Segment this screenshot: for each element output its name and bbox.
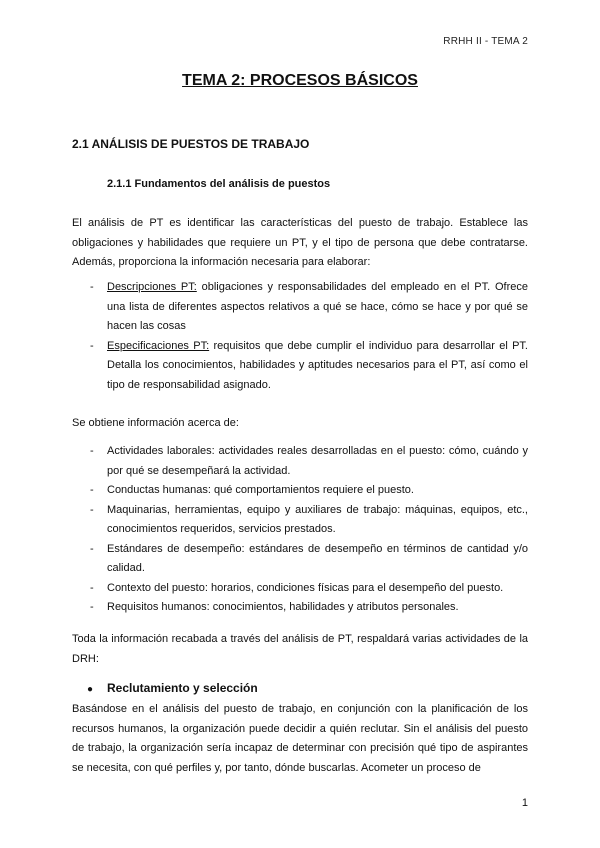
item-text: Estándares de desempeño: estándares de desempeño en términos de cantidad y/o calidad. <box>107 542 528 574</box>
list-item <box>72 481 528 501</box>
bullet-icon: ● <box>87 684 94 695</box>
section-heading: 2.1 ANÁLISIS DE PUESTOS DE TRABAJO <box>72 137 310 151</box>
dash-marker: - <box>90 281 94 293</box>
dash-marker: - <box>90 339 94 352</box>
reclutamiento-heading <box>87 681 258 695</box>
list-item <box>72 278 528 337</box>
item-text: requisitos que debe cumplir el individuo para desarrollar el PT. Detalla los conocimientos, habilidades y aptitudes necesarios para el PT, así como el tipo de responsabilidad asignado. <box>107 339 528 391</box>
page-title: TEMA 2: PROCESOS BÁSICOS <box>182 72 418 89</box>
list-item <box>72 598 528 618</box>
item-text: Conductas humanas: qué comportamientos requiere el puesto. <box>107 484 414 496</box>
subsection-heading: 2.1.1 Fundamentos del análisis de puestos <box>107 178 331 190</box>
running-header: RRHH II - TEMA 2 <box>443 36 528 47</box>
dash-marker: - <box>90 581 94 594</box>
item-text: Maquinarias, herramientas, equipo y auxiliares de trabajo: máquinas, equipos, etc., conocimientos requeridos, servicios prestados. <box>107 503 528 535</box>
dash-marker: - <box>90 445 94 457</box>
item-text: Contexto del puesto: horarios, condiciones físicas para el desempeño del puesto. <box>107 581 504 594</box>
list-item <box>72 337 528 396</box>
dash-marker: - <box>90 484 94 496</box>
item-text: obligaciones y responsabilidades del empleado en el PT. Ofrece una lista de diferentes aspectos relativos a qué se hace, cómo se hace y por qué se hacen las cosas <box>107 281 528 332</box>
dash-marker: - <box>90 542 94 555</box>
reclutamiento-paragraph: Basándose en el análisis del puesto de trabajo, en conjunción con la planificación de los recursos humanos, la organización puede decidir a quién reclutar. Sin el análisis del puesto de trabajo, la organización sería incapaz de determinar con precisión qué tipo de aspirantes se necesita, con qué perfiles y, por tanto, dónde buscarlas. Acometer un proceso de <box>72 703 528 774</box>
dash-marker: - <box>90 601 94 613</box>
reclutamiento-title: Reclutamiento y selección <box>107 681 258 695</box>
drh-intro: Toda la información recabada a través del análisis de PT, respaldará varias actividades de la DRH: <box>72 633 528 665</box>
info-intro: Se obtiene información acerca de: <box>72 417 239 429</box>
term-descripciones: Descripciones PT: <box>107 281 197 293</box>
info-list <box>72 442 528 618</box>
list-item <box>72 579 528 599</box>
dash-marker: - <box>90 503 94 516</box>
list-item <box>72 501 528 540</box>
page-number: 1 <box>521 797 528 809</box>
intro-paragraph: El análisis de PT es identificar las características del puesto de trabajo. Establece las obligaciones y habilidades que requiere un PT, y el tipo de persona que debe contratarse. Además, proporciona la información necesaria para elaborar: <box>72 217 528 268</box>
term-especificaciones: Especificaciones PT: <box>107 339 210 352</box>
item-text: Actividades laborales: actividades reales desarrolladas en el puesto: cómo, cuándo y por qué se desempeñará la actividad. <box>107 445 528 477</box>
list-item <box>72 540 528 579</box>
list-item <box>72 442 528 481</box>
elaborar-list <box>72 278 528 395</box>
item-text: Requisitos humanos: conocimientos, habilidades y atributos personales. <box>107 601 459 613</box>
